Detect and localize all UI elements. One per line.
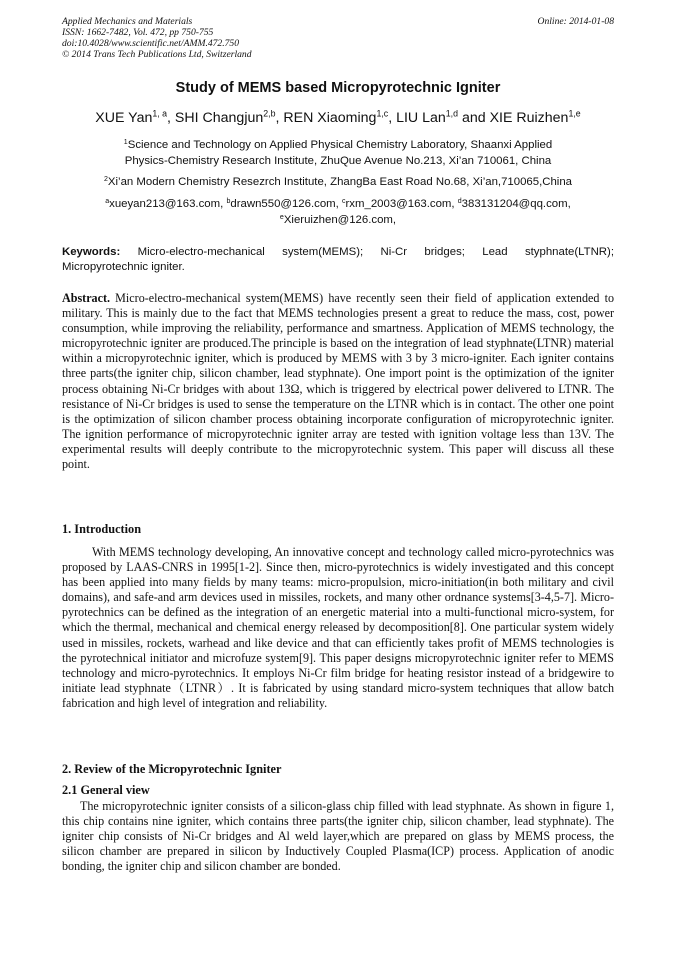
copyright-line: © 2014 Trans Tech Publications Ltd, Switzerland [62, 49, 252, 60]
affiliation-sup: 1 [123, 138, 128, 146]
email-sup: b [226, 197, 231, 205]
email-list [62, 196, 614, 228]
author-name: XIE Ruizhen [489, 110, 569, 126]
email-sup: a [105, 197, 110, 205]
email-sup: e [279, 213, 284, 221]
affiliation-2 [62, 174, 614, 190]
paper-title: Study of MEMS based Micropyrotechnic Igniter [175, 80, 501, 96]
affiliation-line: Science and Technology on Applied Physical Chemistry Laboratory, Shaanxi Applied [127, 139, 553, 151]
subsection-heading-general-view: 2.1 General view [62, 783, 150, 797]
affiliation-line: Xi’an Modern Chemistry Resezrch Institute, ZhangBa East Road No.68, Xi’an,710065,China [107, 176, 573, 188]
email-address[interactable]: rxm_2003@163.com, [345, 198, 458, 210]
email-sup: c [341, 197, 346, 205]
author-separator: , [388, 110, 397, 126]
general-view-paragraph: The micropyrotechnic igniter consists of a silicon-glass chip filled with lead styphnate. As shown in figure 1, this chip contains nine igniter, which contains three parts(the igniter chip, silicon chamber, lead styphnate). The igniter chip consists of Ni-Cr bridges and Al weld layer,which are prepared on glass by MEMS process, the silicon chamber are prepared in silicon by Inductively Coupled Plasma(ICP) process. Application of anodic bonding, the igniter chip and silicon chamber are bonded. [62, 799, 614, 874]
abstract-label: Abstract. [62, 291, 111, 305]
doi-line[interactable]: doi:10.4028/www.scientific.net/AMM.472.750 [62, 38, 240, 49]
author-name: XUE Yan [95, 110, 153, 126]
introduction-paragraph: With MEMS technology developing, An innovative concept and technology called micro-pyrotechnics was proposed by LAAS-CNRS in 1995[1-2]. Since then, micro-pyrotechnics is widely investigated and this concept has been applied into many fields by many teams: micro-propulsion, micro-initiation(in both military and civil domains), and safe-and arm devices used in missiles, rockets, and many other ordnance systems[3-4,5-7]. Micro-pyrotechnics can be defined as the integration of an energetic material into a multi-functional micro-system, for which the thermal, mechanical and chemical energy released by decomposition[8]. One particular system widely used in missiles, rockets, warhead and like device and that can efficiently takes profit of MEMS technologies is the pyrotechnical initiator and microfuze system[9]. This paper designs micropyrotechnic igniter refer to MEMS technology and micro-pyrotechnics. It employs Ni-Cr film bridge for heating resistor instead of a bridgewire to initiate lead styphnate（LTNR）. It is fabricated by using standard micro-system techniques that allow batch fabrication and high level of integration and reliability. [62, 545, 614, 710]
author-sup: 2,b [263, 108, 276, 119]
author-name: SHI Changjun [174, 110, 264, 126]
author-sup: 1,e [568, 108, 581, 119]
affiliation-sup: 2 [103, 175, 108, 183]
abstract [62, 291, 614, 472]
journal-header [62, 16, 614, 60]
author-name: REN Xiaoming [283, 110, 377, 126]
email-address[interactable]: 383131204@qq.com, [461, 198, 571, 210]
issn-line: ISSN: 1662-7482, Vol. 472, pp 750-755 [62, 27, 214, 38]
keywords-text: Micro-electro-mechanical system(MEMS); Ni-Cr bridges; Lead styphnate(LTNR); Micropyrotechnic igniter. [62, 246, 614, 273]
keywords [62, 245, 614, 275]
author-list [52, 110, 624, 126]
email-sup: d [457, 197, 462, 205]
email-address[interactable]: Xieruizhen@126.com, [283, 214, 397, 226]
author-sup: 1,d [445, 108, 459, 119]
section-heading-review: 2. Review of the Micropyrotechnic Igniter [62, 762, 282, 776]
author-separator: , [275, 110, 284, 126]
affiliation-line: Physics-Chemistry Research Institute, ZhuQue Avenue No.213, Xi’an 710061, China [124, 155, 552, 167]
author-sup: 1,c [376, 108, 389, 119]
author-separator: , [167, 110, 175, 126]
journal-name: Applied Mechanics and Materials [62, 16, 193, 27]
author-name: LIU Lan [396, 110, 446, 126]
section-heading-introduction: 1. Introduction [62, 522, 142, 536]
author-separator: and [458, 110, 490, 126]
email-address[interactable]: drawn550@126.com, [230, 198, 342, 210]
keywords-label: Keywords: [62, 246, 121, 258]
online-date: Online: 2014-01-08 [537, 16, 614, 27]
affiliation-1 [62, 137, 614, 169]
abstract-text: Micro-electro-mechanical system(MEMS) have recently seen their field of application extended to military. This is mainly due to the fact that MEMS technologies present a great to reduce the mass, cost, power consumption, while improving the reliability, performance and smartness. Application of MEMS technology, the micropyrotechnic igniter are produced.The principle is based on the integration of lead styphnate(LTNR) material within a micropyrotechnic igniter, which is produced by MEMS with 3 by 3 micro-igniter. Each igniter contains three parts(the igniter chip, silicon chamber, lead styphnate). One import point is the optimization of the igniter process obtaining Ni-Cr bridges with about 13Ω, which is triggered by electrical power delivered to LTNR. The resistance of Ni-Cr bridges is used to sense the temperature on the LTNR which is in contact. The other one point is the optimization of silicon chamber process obtaining incorporate configuration of micropyrotechnic igniter. The ignition performance of micropyrotechnic igniter array are tested with ignition voltage less than 13V. The experimental results will deeply contribute to the micropyrotechnic system. This paper will discuss all these point. [62, 291, 614, 472]
author-sup: 1, a [152, 108, 168, 119]
email-address[interactable]: xueyan213@163.com, [109, 198, 227, 210]
